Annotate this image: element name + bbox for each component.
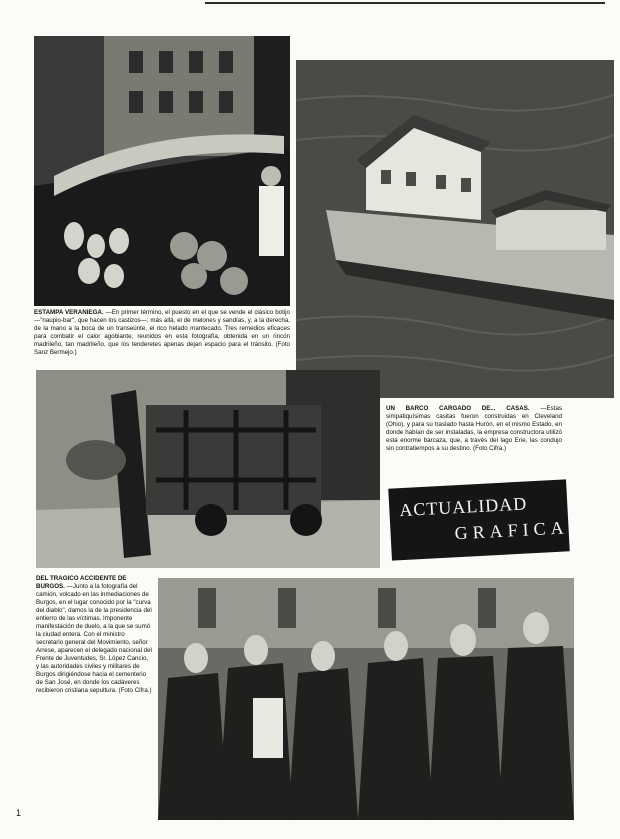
funeral-procession-photo — [158, 578, 574, 820]
caption-title: DEL TRAGICO ACCIDENTE DE BURGOS. — [36, 575, 127, 590]
caption-body: —En primer término, el puesto en el que se vende el clásico botijo—"naupio-bar", que hacen los castizos—; más allá, el de melones y sandías, y, a la derecha, de la mano a la boca de un transeúnte, el rico helado mantecado. Tres remedios eficaces para combatir el calor agobiante, reunidos en esta fotografía, obtenida en un rincón madrileño, tan madrileño, que los tenderetes apenas dejan espacio para el tránsito. (Foto Sanz Bermejo.) — [34, 309, 290, 356]
caption-body: —Junto a la fotografía del camión, volcado en las inmediaciones de Burgos, en el lugar conocido por la "curva del diablo", damos la de la presidencia del entierro de las víctimas. Imponente manifestación de duelo, a la que se sumó la ciudad entera. Con el ministro secretario general del Movimiento, señor Arrese, aparecen el delegado nacional del Frente de Juventudes, Sr. López Cancio, y las autoridades civiles y militares de Burgos dirigiéndose hacia el cementerio de San José, en donde los cadáveres recibieron cristiana sepultura. (Foto Cifra.) — [36, 583, 152, 694]
burgos-accident-caption — [36, 575, 152, 695]
caption-body: —Estas simpatiquísimas casitas fueron construidas en Cleveland (Ohio), y para su traslado hasta Hurón, en el mismo Estado, en donde habían de ser instaladas, la empresa constructora utilizó esta enorme barcaza, que, a través del lago Erie, las condujo sin contratiempos a su destino. (Foto Cifra.) — [386, 405, 562, 452]
top-rule — [205, 2, 605, 4]
banner-line-2: GRAFICA — [454, 517, 570, 544]
section-banner — [388, 479, 570, 560]
page-folio: 1 — [16, 808, 22, 818]
banner-line-1: ACTUALIDAD — [398, 493, 528, 521]
overturned-truck-photo — [36, 370, 380, 568]
caption-title: UN BARCO CARGADO DE... CASAS. — [386, 405, 530, 412]
summer-stall-caption — [34, 309, 290, 357]
summer-stall-photo — [34, 36, 290, 306]
boat-houses-photo — [296, 60, 614, 398]
boat-houses-caption — [386, 405, 562, 453]
caption-title: ESTAMPA VERANIEGA. — [34, 309, 104, 316]
